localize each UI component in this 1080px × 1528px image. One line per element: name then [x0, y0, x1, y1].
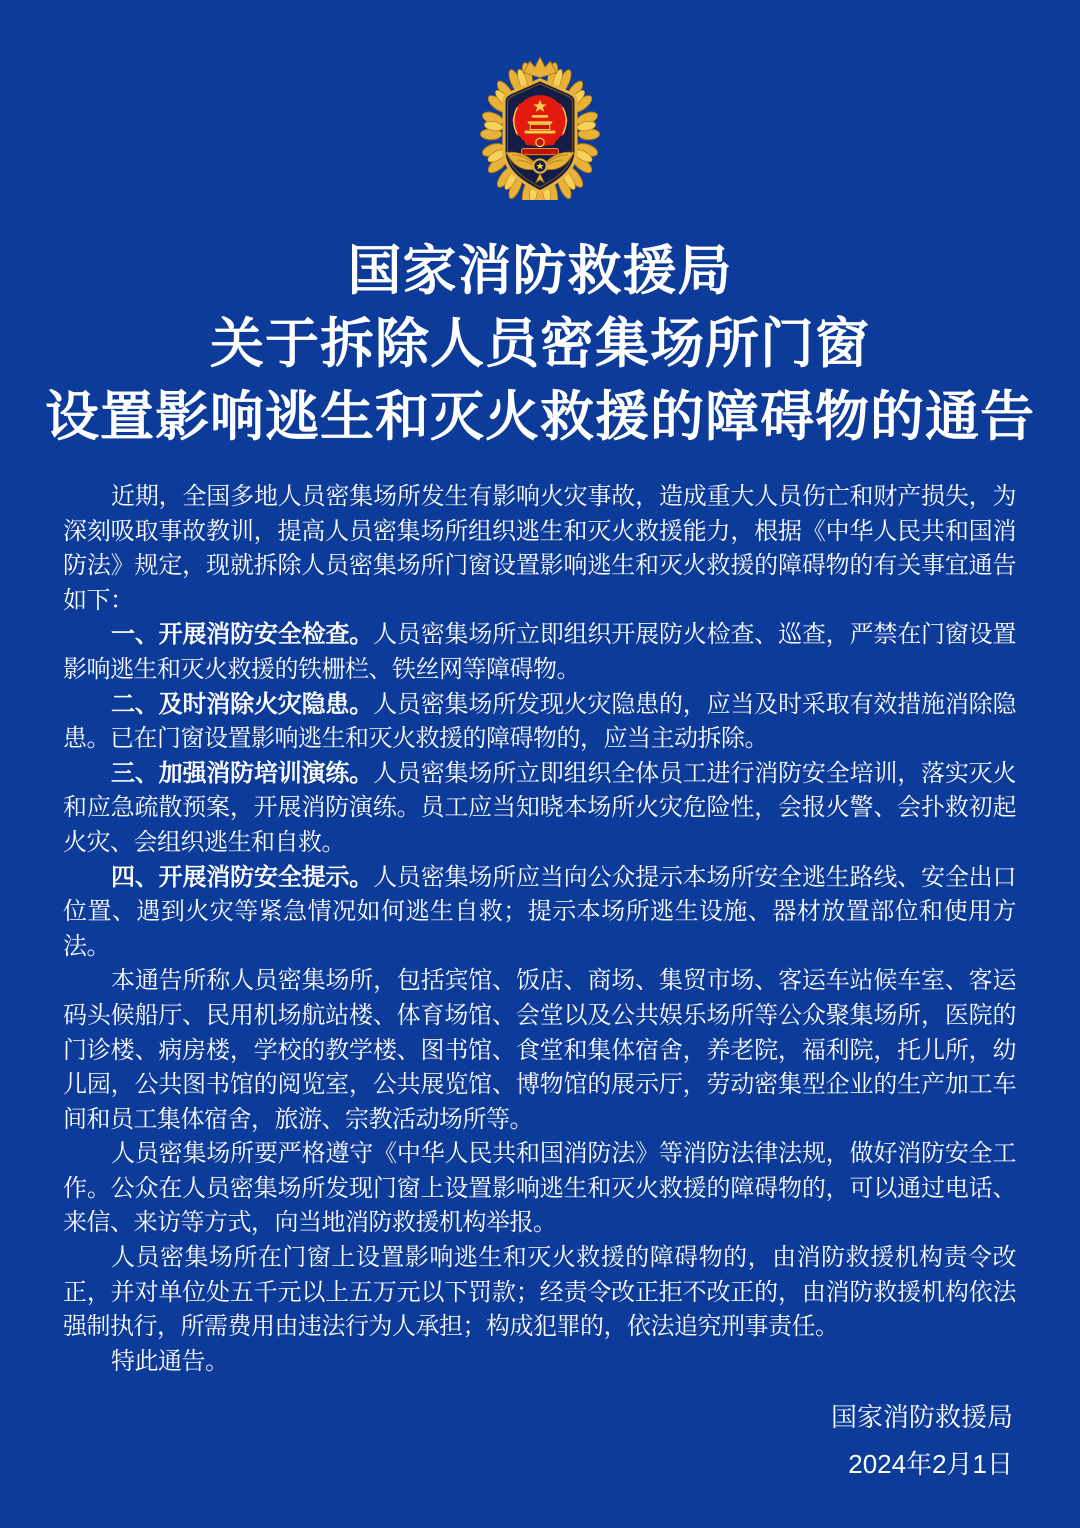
title-line-2: 关于拆除人员密集场所门窗 — [210, 314, 870, 374]
item-4-text: 人员密集场所应当向公众提示本场所安全逃生路线、安全出口位置、遇到火灾等紧急情况如何逃生自救；提示本场所逃生设施、器材放置部位和使用方法。 — [63, 863, 1017, 960]
title-line-1: 国家消防救援局 — [347, 241, 733, 301]
emblem-container — [0, 56, 1080, 205]
title-line-3: 设置影响逃生和灭火救援的障碍物的通告 — [45, 387, 1035, 447]
notice-body — [63, 480, 1016, 1379]
paragraph-scope: 本通告所称人员密集场所，包括宾馆、饭店、商场、集贸市场、客运车站候车室、客运码头候船厅、民用机场航站楼、体育场馆、会堂以及公共娱乐场所等公众聚集场所，医院的门诊楼、病房楼，学校的教学楼、图书馆、食堂和集体宿舍，养老院，福利院，托儿所，幼儿园，公共图书馆的阅览室，公共展览馆、博物馆的展示厅，劳动密集型企业的生产加工车间和员工集体宿舍，旅游、宗教活动场所等。 — [63, 967, 1016, 1133]
fire-rescue-badge-icon — [478, 56, 602, 200]
item-1-heading: 一、开展消防安全检查。 — [111, 621, 374, 649]
paragraph-item-4 — [63, 861, 1016, 965]
paragraph-item-2 — [63, 688, 1016, 757]
item-2-text: 人员密集场所发现火灾隐患的，应当及时采取有效措施消除隐患。已在门窗设置影响逃生和灭火救援的障碍物的，应当主动拆除。 — [63, 690, 1017, 753]
signature-block — [0, 1394, 1013, 1488]
notice-title — [30, 235, 1050, 454]
paragraph-item-3 — [63, 757, 1016, 861]
paragraph-intro: 近期，全国多地人员密集场所发生有影响火灾事故，造成重大人员伤亡和财产损失，为深刻吸取事故教训，提高人员密集场所组织逃生和灭火救援能力，根据《中华人民共和国消防法》规定，现就拆除人员密集场所门窗设置影响逃生和灭火救援的障碍物的有关事宜通告如下： — [63, 483, 1016, 614]
paragraph-item-1 — [63, 618, 1016, 687]
paragraph-report: 人员密集场所要严格遵守《中华人民共和国消防法》等消防法律法规，做好消防安全工作。公众在人员密集场所发现门窗上设置影响逃生和灭火救援的障碍物的，可以通过电话、来信、来访等方式，向当地消防救援机构举报。 — [63, 1140, 1016, 1237]
item-4-heading: 四、开展消防安全提示。 — [111, 863, 374, 891]
item-2-heading: 二、及时消除火灾隐患。 — [111, 690, 374, 718]
item-1-text: 人员密集场所立即组织开展防火检查、巡查，严禁在门窗设置影响逃生和灭火救援的铁栅栏、铁丝网等障碍物。 — [63, 621, 1017, 683]
item-3-heading: 三、加强消防培训演练。 — [111, 759, 374, 787]
badge-ribbon — [521, 149, 558, 155]
paragraph-penalty: 人员密集场所在门窗上设置影响逃生和灭火救援的障碍物的，由消防救援机构责令改正，并对单位处五千元以上五万元以下罚款；经责令改正拒不改正的，由消防救援机构依法强制执行，所需费用由违法行为人承担；构成犯罪的，依法追究刑事责任。 — [63, 1244, 1016, 1341]
item-3-text: 人员密集场所立即组织全体员工进行消防安全培训，落实灭火和应急疏散预案，开展消防演练。员工应当知晓本场所火灾危险性，会报火警、会扑救初起火灾、会组织逃生和自救。 — [63, 759, 1017, 856]
signature-date: 2024年2月1日 — [848, 1449, 1013, 1480]
paragraph-closing: 特此通告。 — [111, 1347, 229, 1375]
signature-org: 国家消防救援局 — [830, 1402, 1013, 1433]
